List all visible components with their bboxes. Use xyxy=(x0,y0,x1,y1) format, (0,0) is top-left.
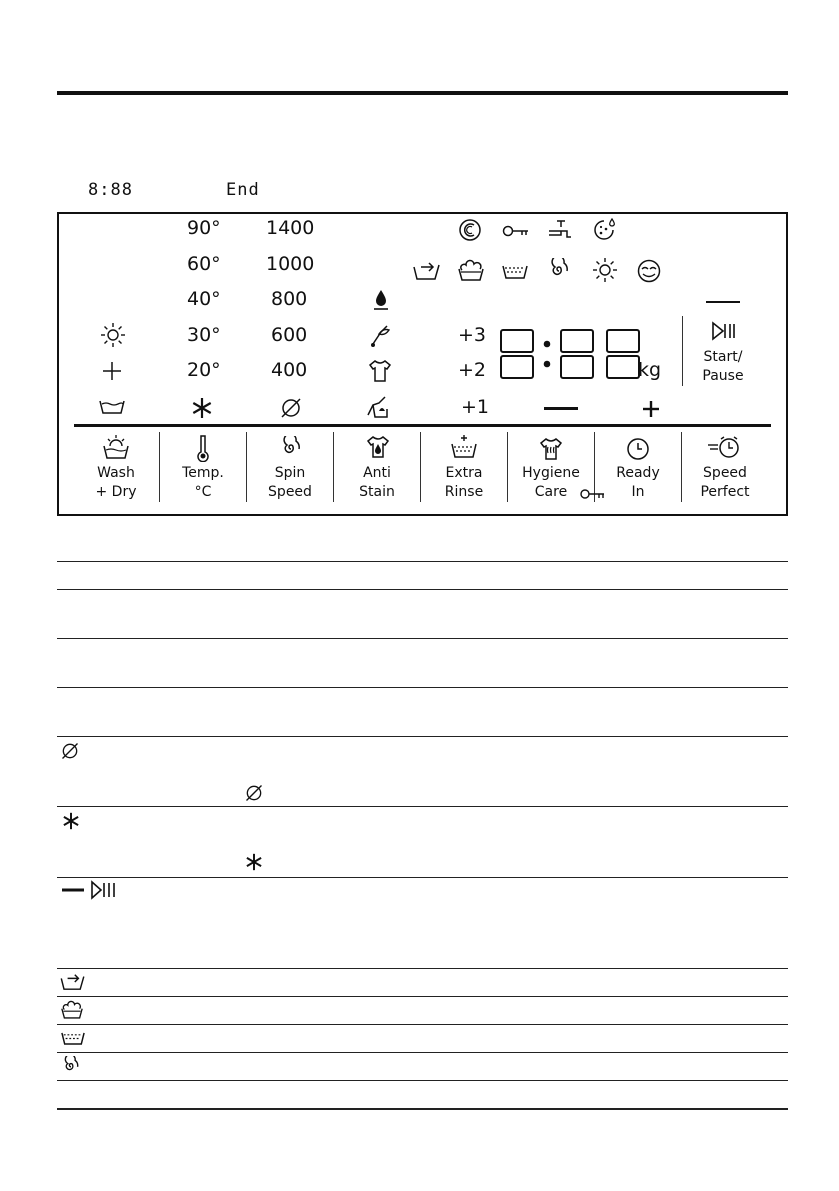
rinse-icon xyxy=(502,264,528,280)
key-icon xyxy=(502,224,530,238)
temp-20: 20° xyxy=(187,359,221,381)
temp-40: 40° xyxy=(187,288,221,310)
spin-icon xyxy=(62,1056,80,1076)
wash-dry-label-2: + Dry xyxy=(95,484,137,500)
table-rule xyxy=(57,806,788,807)
hand-wash-stain-icon xyxy=(365,393,395,421)
table-rule xyxy=(57,996,788,997)
hygiene-shirt-icon xyxy=(538,434,564,462)
table-rule xyxy=(57,687,788,688)
wash-bubbles-icon xyxy=(61,1000,83,1019)
wash-bubbles-icon xyxy=(458,259,484,281)
extra-rinse-button[interactable] xyxy=(421,432,507,504)
speed-perfect-button[interactable] xyxy=(682,432,768,504)
spin-600: 600 xyxy=(271,324,308,346)
ready-in-label-2: In xyxy=(631,484,645,500)
spin-speed-label-2: Speed xyxy=(268,484,312,500)
hygiene-care-label-1: Hygiene xyxy=(522,465,580,481)
unit-kg: kg xyxy=(638,359,662,381)
no-spin-icon xyxy=(60,741,80,761)
hygiene-care-label-2: Care xyxy=(534,484,568,500)
top-rule xyxy=(57,91,788,95)
display-example-end: End xyxy=(226,180,260,200)
table-rule xyxy=(57,877,788,878)
anti-stain-button[interactable] xyxy=(334,432,420,504)
table-rule xyxy=(57,736,788,737)
plus-control[interactable] xyxy=(641,399,661,419)
wash-dry-label-1: Wash xyxy=(97,465,135,481)
tap-icon xyxy=(547,219,573,241)
table-rule xyxy=(57,561,788,562)
steam-drum-icon xyxy=(592,217,618,243)
dry-sun-icon xyxy=(592,257,618,283)
temp-60: 60° xyxy=(187,253,221,275)
table-rule xyxy=(57,968,788,969)
table-rule xyxy=(57,1024,788,1025)
table-rule xyxy=(57,1052,788,1053)
ready-in-button[interactable] xyxy=(595,432,681,504)
speed-perfect-label-2: Perfect xyxy=(700,484,750,500)
spin-1000: 1000 xyxy=(266,253,315,275)
table-rule xyxy=(57,638,788,639)
table-col-rule xyxy=(57,589,237,590)
table-rule xyxy=(57,1080,788,1081)
temp-90: 90° xyxy=(187,217,221,239)
digit-display xyxy=(497,327,657,381)
clock-icon xyxy=(626,437,650,461)
anti-stain-shirt-icon xyxy=(365,434,391,460)
prewash-arrow-icon xyxy=(60,973,86,991)
wash-tub-icon xyxy=(99,399,125,415)
start-pause-label[interactable]: Start/ Pause xyxy=(702,349,744,384)
rinse-icon xyxy=(61,1031,85,1046)
start-pause-divider xyxy=(682,316,683,386)
display-example-time: 8:88 xyxy=(88,180,133,200)
snowflake-icon xyxy=(245,853,263,871)
start-pause-dash xyxy=(706,301,740,303)
drum-clean-icon xyxy=(458,218,482,242)
no-spin-icon xyxy=(244,783,264,803)
start-pause-icon[interactable] xyxy=(711,321,737,341)
dash-start-pause-icon xyxy=(60,880,120,900)
temp-30: 30° xyxy=(187,324,221,346)
prewash-arrow-icon xyxy=(413,261,441,281)
extra-plus-1: +1 xyxy=(461,396,490,418)
snowflake-icon xyxy=(62,812,80,830)
ready-in-label-1: Ready xyxy=(616,465,660,481)
hygiene-care-button[interactable] xyxy=(508,432,594,504)
spin-icon xyxy=(548,258,570,282)
spin-400: 400 xyxy=(271,359,308,381)
no-spin-icon xyxy=(279,396,303,420)
extra-plus-2: +2 xyxy=(458,359,487,381)
extra-rinse-label-1: Extra xyxy=(445,465,483,481)
spin-speed-label-1: Spin xyxy=(274,465,306,481)
speed-perfect-label-1: Speed xyxy=(703,465,747,481)
grass-stain-icon xyxy=(367,322,393,348)
spin-speed-button[interactable] xyxy=(247,432,333,504)
speed-perfect-icon xyxy=(706,435,742,461)
temp-button[interactable] xyxy=(160,432,246,504)
thermometer-icon xyxy=(196,434,210,462)
anti-stain-label-2: Stain xyxy=(359,484,395,500)
extra-rinse-icon xyxy=(451,434,477,460)
table-rule-bottom xyxy=(57,1108,788,1110)
temp-label-1: Temp. xyxy=(182,465,224,481)
drop-icon xyxy=(373,289,389,311)
temp-label-2: °C xyxy=(194,484,212,500)
spin-1400: 1400 xyxy=(266,217,315,239)
wash-dry-icon xyxy=(103,434,129,460)
plus-icon xyxy=(102,361,122,381)
extra-rinse-label-2: Rinse xyxy=(444,484,484,500)
sun-icon xyxy=(100,322,126,348)
spin-800: 800 xyxy=(271,288,308,310)
anti-crease-icon xyxy=(636,258,662,284)
shirt-icon xyxy=(367,358,393,384)
button-row-divider xyxy=(74,424,771,427)
wash-dry-button[interactable] xyxy=(74,432,158,504)
minus-control[interactable] xyxy=(544,407,578,410)
extra-plus-3: +3 xyxy=(458,324,487,346)
anti-stain-label-1: Anti xyxy=(363,465,391,481)
spin-icon xyxy=(280,436,302,460)
snowflake-icon xyxy=(191,397,213,419)
